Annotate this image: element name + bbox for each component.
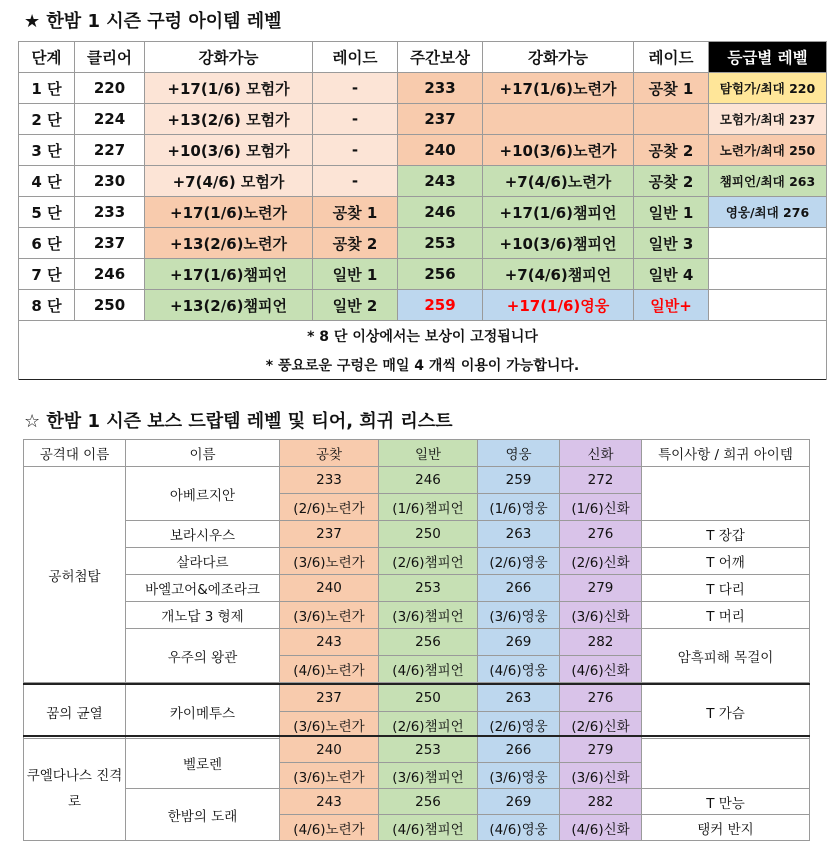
mythic-tier: (2/6)신화 xyxy=(560,712,642,739)
raid-cell: 일반 2 xyxy=(313,290,398,321)
clear-level: 230 xyxy=(75,166,145,197)
heroic-level: 259 xyxy=(478,467,560,494)
lfr-level: 233 xyxy=(280,467,379,494)
header-lfr: 공찾 xyxy=(280,440,379,467)
enhance-cell: +17(1/6)노련가 xyxy=(145,197,313,228)
boss-name: 한밤의 도래 xyxy=(126,789,280,841)
enhance-cell-2: +17(1/6)영웅 xyxy=(483,290,634,321)
lfr-level: 240 xyxy=(280,575,379,602)
footnote: * 8 단 이상에서는 보상이 고정됩니다 xyxy=(19,321,827,351)
enhance-cell: +17(1/6) 모험가 xyxy=(145,73,313,104)
enhance-cell-2: +17(1/6)노련가 xyxy=(483,73,634,104)
lfr-level: 243 xyxy=(280,789,379,815)
heroic-tier: (3/6)영웅 xyxy=(478,763,560,789)
mythic-level: 272 xyxy=(560,467,642,494)
normal-tier: (4/6)챔피언 xyxy=(379,656,478,683)
mythic-tier: (3/6)신화 xyxy=(560,763,642,789)
weekly-reward-level: 243 xyxy=(398,166,483,197)
stage-cell: 2 단 xyxy=(19,104,75,135)
normal-tier: (3/6)챔피언 xyxy=(379,763,478,789)
raid-cell: - xyxy=(313,166,398,197)
enhance-cell: +13(2/6)챔피언 xyxy=(145,290,313,321)
footnote: * 풍요로운 구렁은 매일 4 개씩 이용이 가능합니다. xyxy=(19,350,827,380)
grade-level-cell: 노련가/최대 250 xyxy=(709,135,827,166)
boss-note: T 어깨 xyxy=(642,548,810,575)
raid-cell: - xyxy=(313,135,398,166)
header-normal: 일반 xyxy=(379,440,478,467)
mythic-tier: (2/6)신화 xyxy=(560,548,642,575)
grade-level-cell: 탐험가/최대 220 xyxy=(709,73,827,104)
heroic-tier: (4/6)영웅 xyxy=(478,815,560,841)
header-boss-name: 이름 xyxy=(126,440,280,467)
normal-tier: (1/6)챔피언 xyxy=(379,494,478,521)
grade-level-cell xyxy=(709,228,827,259)
mythic-level: 282 xyxy=(560,629,642,656)
stage-cell: 4 단 xyxy=(19,166,75,197)
boss-note xyxy=(642,467,810,521)
clear-level: 233 xyxy=(75,197,145,228)
normal-tier: (4/6)챔피언 xyxy=(379,815,478,841)
boss-note: T 머리 xyxy=(642,602,810,629)
stage-cell: 6 단 xyxy=(19,228,75,259)
boss-name: 바엘고어&에조라크 xyxy=(126,575,280,602)
lfr-level: 240 xyxy=(280,736,379,763)
boss-drop-table-part2 xyxy=(23,683,810,739)
normal-tier: (2/6)챔피언 xyxy=(379,548,478,575)
enhance-cell-2: +7(4/6)챔피언 xyxy=(483,259,634,290)
heroic-level: 269 xyxy=(478,629,560,656)
lfr-level: 237 xyxy=(280,521,379,548)
header-raid-name: 공격대 이름 xyxy=(24,440,126,467)
raid-cell-2: 일반 1 xyxy=(634,197,709,228)
clear-level: 227 xyxy=(75,135,145,166)
normal-level: 253 xyxy=(379,736,478,763)
raid-name: 쿠엘다나스 진격로 xyxy=(24,736,126,841)
heroic-tier: (2/6)영웅 xyxy=(478,712,560,739)
normal-level: 256 xyxy=(379,629,478,656)
boss-note: T 다리 xyxy=(642,575,810,602)
boss-note: T 가슴 xyxy=(642,684,810,739)
raid-name: 꿈의 균열 xyxy=(24,684,126,739)
mythic-tier: (1/6)신화 xyxy=(560,494,642,521)
boss-drop-table-part3 xyxy=(23,735,810,841)
boss-name: 우주의 왕관 xyxy=(126,629,280,683)
raid-cell-2: 공찾 2 xyxy=(634,166,709,197)
header-stage: 단계 xyxy=(19,42,75,73)
lfr-tier: (2/6)노련가 xyxy=(280,494,379,521)
normal-level: 253 xyxy=(379,575,478,602)
boss-note: 탱커 반지 xyxy=(642,815,810,841)
enhance-cell: +13(2/6)노련가 xyxy=(145,228,313,259)
heroic-tier: (1/6)영웅 xyxy=(478,494,560,521)
section1-title: ★ 한밤 1 시즌 구렁 아이템 레벨 xyxy=(24,11,282,32)
weekly-reward-level: 237 xyxy=(398,104,483,135)
header-enhance-2: 강화가능 xyxy=(483,42,634,73)
weekly-reward-level: 240 xyxy=(398,135,483,166)
lfr-level: 237 xyxy=(280,684,379,712)
raid-name: 공허첨탑 xyxy=(24,467,126,683)
heroic-level: 266 xyxy=(478,736,560,763)
lfr-tier: (4/6)노련가 xyxy=(280,656,379,683)
boss-note: T 장갑 xyxy=(642,521,810,548)
mythic-level: 276 xyxy=(560,521,642,548)
normal-level: 250 xyxy=(379,684,478,712)
normal-level: 250 xyxy=(379,521,478,548)
boss-drop-table xyxy=(23,439,810,683)
weekly-reward-level: 233 xyxy=(398,73,483,104)
boss-name: 살라다르 xyxy=(126,548,280,575)
grade-level-cell xyxy=(709,259,827,290)
mythic-level: 276 xyxy=(560,684,642,712)
boss-note: T 만능 xyxy=(642,789,810,815)
stage-cell: 5 단 xyxy=(19,197,75,228)
mythic-level: 279 xyxy=(560,575,642,602)
stage-cell: 3 단 xyxy=(19,135,75,166)
raid-cell: 일반 1 xyxy=(313,259,398,290)
raid-cell: 공찾 2 xyxy=(313,228,398,259)
heroic-level: 263 xyxy=(478,521,560,548)
raid-cell: 공찾 1 xyxy=(313,197,398,228)
header-raid-2: 레이드 xyxy=(634,42,709,73)
enhance-cell: +10(3/6) 모험가 xyxy=(145,135,313,166)
stage-cell: 1 단 xyxy=(19,73,75,104)
raid-cell-2: 일반 3 xyxy=(634,228,709,259)
grade-level-cell: 챔피언/최대 263 xyxy=(709,166,827,197)
enhance-cell-2: +7(4/6)노련가 xyxy=(483,166,634,197)
boss-note xyxy=(642,736,810,789)
lfr-tier: (3/6)노련가 xyxy=(280,548,379,575)
header-enhance: 강화가능 xyxy=(145,42,313,73)
header-mythic: 신화 xyxy=(560,440,642,467)
raid-cell: - xyxy=(313,104,398,135)
enhance-cell-2: +17(1/6)챔피언 xyxy=(483,197,634,228)
clear-level: 237 xyxy=(75,228,145,259)
mythic-tier: (4/6)신화 xyxy=(560,815,642,841)
enhance-cell: +17(1/6)챔피언 xyxy=(145,259,313,290)
boss-name: 보라시우스 xyxy=(126,521,280,548)
header-grade-level: 등급별 레벨 xyxy=(709,42,827,73)
raid-cell-2: 공찾 2 xyxy=(634,135,709,166)
clear-level: 220 xyxy=(75,73,145,104)
clear-level: 246 xyxy=(75,259,145,290)
boss-name: 아베르지안 xyxy=(126,467,280,521)
mythic-tier: (4/6)신화 xyxy=(560,656,642,683)
stage-cell: 7 단 xyxy=(19,259,75,290)
boss-name: 개노답 3 형제 xyxy=(126,602,280,629)
enhance-cell-2: +10(3/6)노련가 xyxy=(483,135,634,166)
weekly-reward-level: 259 xyxy=(398,290,483,321)
delve-item-level-table xyxy=(18,41,827,380)
normal-tier: (3/6)챔피언 xyxy=(379,602,478,629)
heroic-level: 269 xyxy=(478,789,560,815)
raid-cell: - xyxy=(313,73,398,104)
mythic-level: 279 xyxy=(560,736,642,763)
normal-level: 246 xyxy=(379,467,478,494)
normal-level: 256 xyxy=(379,789,478,815)
raid-cell-2 xyxy=(634,104,709,135)
normal-tier: (2/6)챔피언 xyxy=(379,712,478,739)
raid-cell-2: 일반 4 xyxy=(634,259,709,290)
lfr-tier: (3/6)노련가 xyxy=(280,763,379,789)
raid-cell-2: 공찾 1 xyxy=(634,73,709,104)
lfr-tier: (3/6)노련가 xyxy=(280,602,379,629)
raid-cell-2: 일반+ xyxy=(634,290,709,321)
weekly-reward-level: 253 xyxy=(398,228,483,259)
weekly-reward-level: 246 xyxy=(398,197,483,228)
heroic-tier: (3/6)영웅 xyxy=(478,602,560,629)
section2-title: ☆ 한밤 1 시즌 보스 드랍템 레벨 및 티어, 희귀 리스트 xyxy=(24,411,453,432)
heroic-level: 266 xyxy=(478,575,560,602)
header-weekly: 주간보상 xyxy=(398,42,483,73)
clear-level: 250 xyxy=(75,290,145,321)
enhance-cell: +7(4/6) 모험가 xyxy=(145,166,313,197)
heroic-tier: (2/6)영웅 xyxy=(478,548,560,575)
header-raid: 레이드 xyxy=(313,42,398,73)
mythic-tier: (3/6)신화 xyxy=(560,602,642,629)
header-heroic: 영웅 xyxy=(478,440,560,467)
stage-cell: 8 단 xyxy=(19,290,75,321)
lfr-tier: (3/6)노련가 xyxy=(280,712,379,739)
boss-note: 암흑피해 목걸이 xyxy=(642,629,810,683)
lfr-tier: (4/6)노련가 xyxy=(280,815,379,841)
header-clear: 클리어 xyxy=(75,42,145,73)
lfr-level: 243 xyxy=(280,629,379,656)
boss-name: 카이메투스 xyxy=(126,684,280,739)
clear-level: 224 xyxy=(75,104,145,135)
grade-level-cell: 모험가/최대 237 xyxy=(709,104,827,135)
boss-name: 벨로렌 xyxy=(126,736,280,789)
header-notes: 특이사항 / 희귀 아이템 xyxy=(642,440,810,467)
enhance-cell: +13(2/6) 모험가 xyxy=(145,104,313,135)
enhance-cell-2: +10(3/6)챔피언 xyxy=(483,228,634,259)
grade-level-cell: 영웅/최대 276 xyxy=(709,197,827,228)
heroic-tier: (4/6)영웅 xyxy=(478,656,560,683)
mythic-level: 282 xyxy=(560,789,642,815)
heroic-level: 263 xyxy=(478,684,560,712)
grade-level-cell xyxy=(709,290,827,321)
weekly-reward-level: 256 xyxy=(398,259,483,290)
enhance-cell-2 xyxy=(483,104,634,135)
